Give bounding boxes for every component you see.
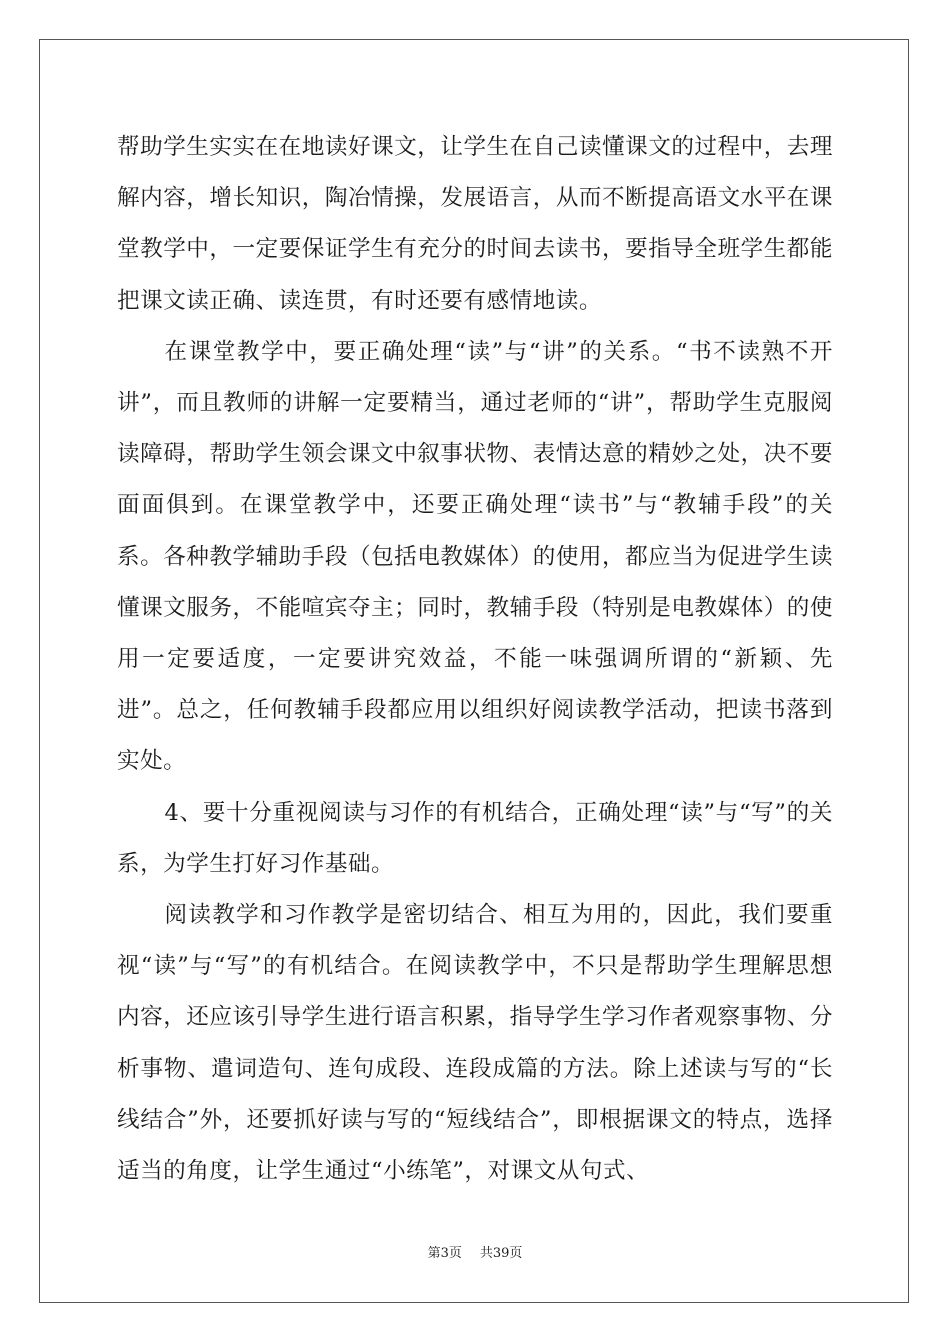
page-footer — [0, 1244, 950, 1264]
paragraph-2: 在课堂教学中，要正确处理“读”与“讲”的关系。“书不读熟不开讲”，而且教师的讲解一定要精当，通过老师的“讲”，帮助学生克服阅读障碍，帮助学生领会课文中叙事状物、表情达意的精妙之处，决不要面面俱到。在课堂教学中，还要正确处理“读书”与“教辅手段”的关系。各种教学辅助手段（包括电教媒体）的使用，都应当为促进学生读懂课文服务，不能喧宾夺主；同时，教辅手段（特别是电教媒体）的使用一定要适度，一定要讲究效益，不能一味强调所谓的“新颖、先进”。总之，任何教辅手段都应用以组织好阅读教学活动，把读书落到实处。 — [117, 338, 833, 775]
total-page-count: 共39页 — [479, 1246, 523, 1261]
current-page-number: 第3页 — [427, 1246, 462, 1261]
paragraph-1: 帮助学生实实在在地读好课文，让学生在自己读懂课文的过程中，去理解内容，增长知识，陶冶情操，发展语言，从而不断提高语文水平在课堂教学中，一定要保证学生有充分的时间去读书，要指导全班学生都能把课文读正确、读连贯，有时还要有感情地读。 — [117, 134, 833, 314]
paragraph-3: 4、要十分重视阅读与习作的有机结合，正确处理“读”与“写”的关系，为学生打好习作基础。 — [117, 799, 833, 877]
document-body — [117, 122, 833, 1197]
paragraph-4: 阅读教学和习作教学是密切结合、相互为用的，因此，我们要重视“读”与“写”的有机结合。在阅读教学中，不只是帮助学生理解思想内容，还应该引导学生进行语言积累，指导学生学习作者观察事物、分析事物、遣词造句、连句成段、连段成篇的方法。除上述读与写的“长线结合”外，还要抓好读与写的“短线结合”，即根据课文的特点，选择适当的角度，让学生通过“小练笔”，对课文从句式、 — [117, 902, 833, 1185]
